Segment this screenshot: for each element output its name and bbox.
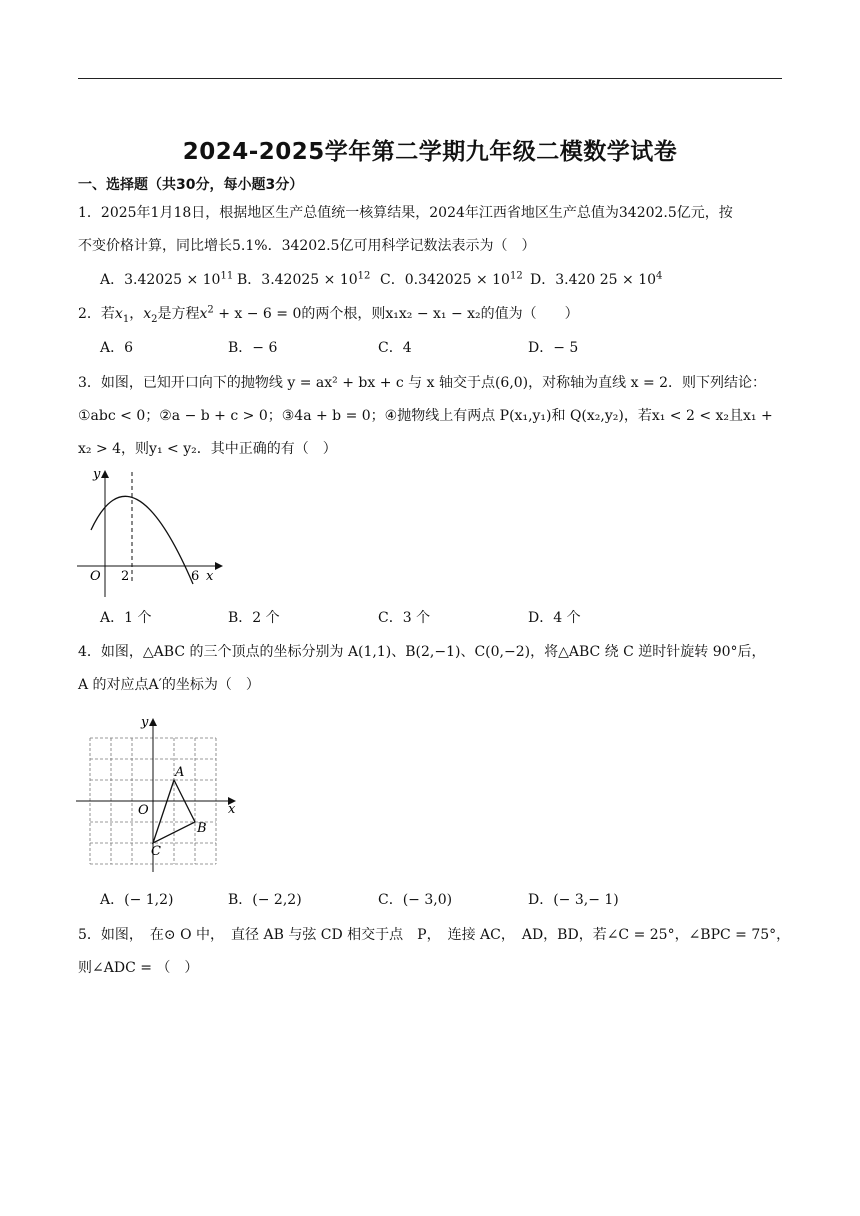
- q1-text-line2: 不变价格计算，同比增长5.1%．34202.5亿可用科学记数法表示为（ ）: [78, 238, 536, 254]
- q3-option-b[interactable]: B．2 个: [228, 610, 280, 626]
- q3-y-arrow-icon: [101, 470, 109, 478]
- q4-text-line2: A 的对应点A′的坐标为（ ）: [78, 677, 260, 693]
- page-title: 2024-2025学年第二学期九年级二模数学试卷: [182, 139, 678, 165]
- q3-tick-2: 2: [121, 569, 130, 584]
- q4-y-label: y: [141, 715, 149, 730]
- q1-option-b[interactable]: B．$3.42025 \times 10^{12}$: [237, 270, 371, 288]
- q3-option-d[interactable]: D．4 个: [528, 610, 581, 626]
- q4-point-a: A: [175, 765, 185, 780]
- q4-point-b: B: [197, 821, 207, 836]
- q4-option-b[interactable]: B．(− 2,2): [228, 892, 302, 908]
- q2-option-b[interactable]: B．− 6: [228, 340, 278, 356]
- q4-option-a[interactable]: A．(− 1,2): [100, 892, 174, 908]
- q3-parabola-graph: [75, 462, 235, 602]
- q4-option-d[interactable]: D．(− 3,− 1): [528, 892, 619, 908]
- q4-y-arrow-icon: [149, 718, 157, 726]
- q3-text-line1: 3．如图，已知开口向下的抛物线 y = ax² + bx + c 与 x 轴交于点(6,0)，对称轴为直线 x = 2．则下列结论：: [78, 375, 767, 391]
- q1-text-line1: 1．2025年1月18日，根据地区生产总值统一核算结果，2024年江西省地区生产总值为34202.5亿元，按: [78, 205, 733, 221]
- q4-grid-graph: [72, 710, 252, 880]
- q3-text-line2: ①abc < 0；②a − b + c > 0；③4a + b = 0；④抛物线上有两点 P(x₁,y₁)和 Q(x₂,y₂)，若x₁ < 2 < x₂且x₁ +: [78, 408, 773, 424]
- q3-y-label: y: [93, 467, 101, 482]
- q4-origin-label: O: [138, 803, 149, 818]
- q5-text-line2: 则∠ADC = （ ）: [78, 960, 199, 976]
- q1-option-d[interactable]: D．3.420 $25 \times 10^4$: [530, 270, 663, 288]
- q4-text-line1: 4．如图，△ABC 的三个顶点的坐标分别为 A(1,1)、B(2,−1)、C(0,−2)，将△ABC 绕 C 逆时针旋转 90°后，: [78, 644, 766, 660]
- q2-text: 2．若$x_1$，$x_2$是方程$x^2 + x - 6 = 0$的两个根，则x₁x₂ − x₁ − x₂的值为（ ）: [78, 304, 579, 325]
- q3-parabola-curve: [91, 496, 193, 584]
- q3-x-label: x: [206, 569, 214, 584]
- q2-option-d[interactable]: D．− 5: [528, 340, 579, 356]
- q4-point-c: C: [151, 844, 161, 859]
- q3-origin-label: O: [90, 569, 101, 584]
- q3-option-a[interactable]: A．1 个: [100, 610, 152, 626]
- q1-option-c[interactable]: C．$0.342025 \times 10^{12}$: [380, 270, 523, 288]
- q2-option-a[interactable]: A．6: [100, 340, 134, 356]
- q5-text-line1: 5．如图， 在⊙ O 中， 直径 AB 与弦 CD 相交于点 P， 连接 AC， AD，BD，若∠C = 25°，∠BPC = 75°，: [78, 927, 791, 943]
- q3-text-line3: x₂ > 4，则y₁ < y₂．其中正确的有（ ）: [78, 441, 337, 457]
- q4-x-label: x: [228, 802, 236, 817]
- q2-option-c[interactable]: C．4: [378, 340, 412, 356]
- section-heading: 一、选择题（共30分，每小题3分）: [78, 177, 304, 193]
- q3-option-c[interactable]: C．3 个: [378, 610, 431, 626]
- q3-x-arrow-icon: [215, 562, 223, 570]
- q3-tick-6: 6: [191, 569, 200, 584]
- q4-option-c[interactable]: C．(− 3,0): [378, 892, 453, 908]
- q1-option-a[interactable]: A．$3.42025 \times 10^{11}$: [100, 270, 234, 288]
- header-rule: [78, 78, 782, 79]
